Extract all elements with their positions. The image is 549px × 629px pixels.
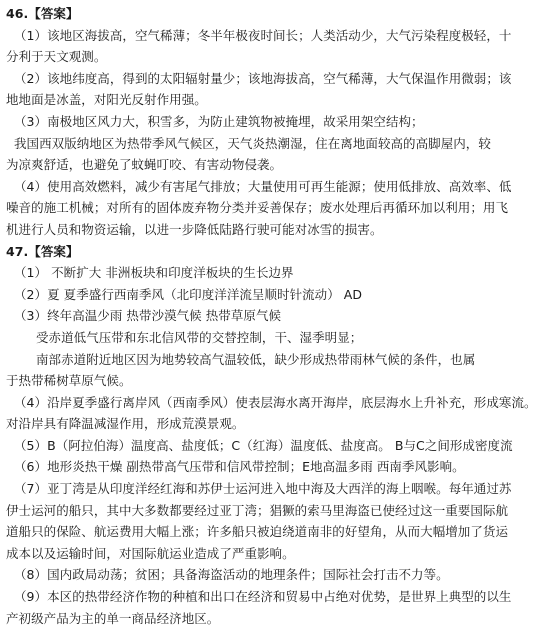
answer-line: 噪音的施工机械；对所有的固体废弃物分类并妥善保存；废水处理后再循环加以利用；用飞: [6, 200, 509, 216]
answer-line: （1）该地区海拔高，空气稀薄；冬半年极夜时间长；人类活动少，大气污染程度极轻，十: [14, 27, 512, 43]
answer-line: 我国西双版纳地区为热带季风气候区，天气炎热潮湿，住在离地面较高的高脚屋内，较: [14, 135, 491, 151]
answer-line: （2）该地纬度高，得到的太阳辐射量少；该地海拔高，空气稀薄，大气保温作用微弱；该: [14, 70, 512, 86]
answer-line: 地地面是冰盖，对阳光反射作用强。: [6, 92, 207, 108]
answer-line: 对沿岸具有降温减湿作用，形成荒漠景观。: [6, 416, 245, 432]
answer-line: （8）国内政局动荡；贫困；具备海盗活动的地理条件；国际社会打击不力等。: [14, 567, 449, 583]
answer-line: 南部赤道附近地区因为地势较高气温较低，缺少形成热带雨林气候的条件，也属: [36, 351, 476, 367]
answer-heading: 46.【答案】: [6, 6, 79, 21]
answer-line: （3）终年高温少雨 热带沙漠气候 热带草原气候: [14, 308, 282, 324]
answer-line: （2）夏 夏季盛行西南季风（北印度洋洋流呈顺时针流动） AD: [14, 286, 363, 302]
answer-line: （6）地形炎热干燥 副热带高气压带和信风带控制；E地高温多雨 西南季风影响。: [14, 459, 465, 475]
answer-line: 分利于天文观测。: [6, 49, 107, 65]
answer-line: （3）南极地区风力大，积雪多，为防止建筑物被掩埋，故采用架空结构；: [14, 113, 424, 129]
answer-line: 为凉爽舒适，也避免了蚊蝇叮咬、有害动物侵袭。: [6, 157, 283, 173]
answer-line: 伊士运河的船只，其中大多数都要经过亚丁湾；猖獗的索马里海盗已使经过这一重要国际航: [6, 502, 509, 518]
answer-heading: 47.【答案】: [6, 243, 79, 259]
answer-line: 机进行人员和物资运输，以进一步降低陆路行驶可能对冰雪的损害。: [6, 221, 383, 237]
answer-line: （4）使用高效燃料，减少有害尾气排放；大量使用可再生能源；使用低排放、高效率、低: [14, 178, 512, 194]
answer-line: （7）亚丁湾是从印度洋经红海和苏伊士运河进入地中海及大西洋的海上咽喉。每年通过苏: [14, 481, 512, 497]
answer-line: （5）B（阿拉伯海）温度高、盐度低；C（红海）温度低、盐度高。 B与C之间形成密度流: [14, 437, 513, 453]
answer-line: （4）沿岸夏季盛行离岸风（西南季风）使表层海水离开海岸，底层海水上升补充，形成寒流。: [14, 394, 537, 410]
answer-line: （9）本区的热带经济作物的种植和出口在经济和贸易中占绝对优势，是世界上典型的以生: [14, 589, 512, 605]
answer-line: 成本以及运输时间，对国际航运业造成了严重影响。: [6, 545, 295, 561]
answer-line: 道船只的保险、航运费用大幅上涨；许多船只被迫绕道南非的好望角，从而大幅增加了货运: [6, 524, 509, 540]
answer-line: 受赤道低气压带和东北信风带的交替控制，干、湿季明显；: [36, 329, 363, 345]
answer-line: 于热带稀树草原气候。: [6, 373, 132, 389]
answer-line: 产初级产品为主的单一商品经济地区。: [6, 610, 220, 626]
answer-line: （1） 不断扩大 非洲板块和印度洋板块的生长边界: [14, 265, 294, 281]
